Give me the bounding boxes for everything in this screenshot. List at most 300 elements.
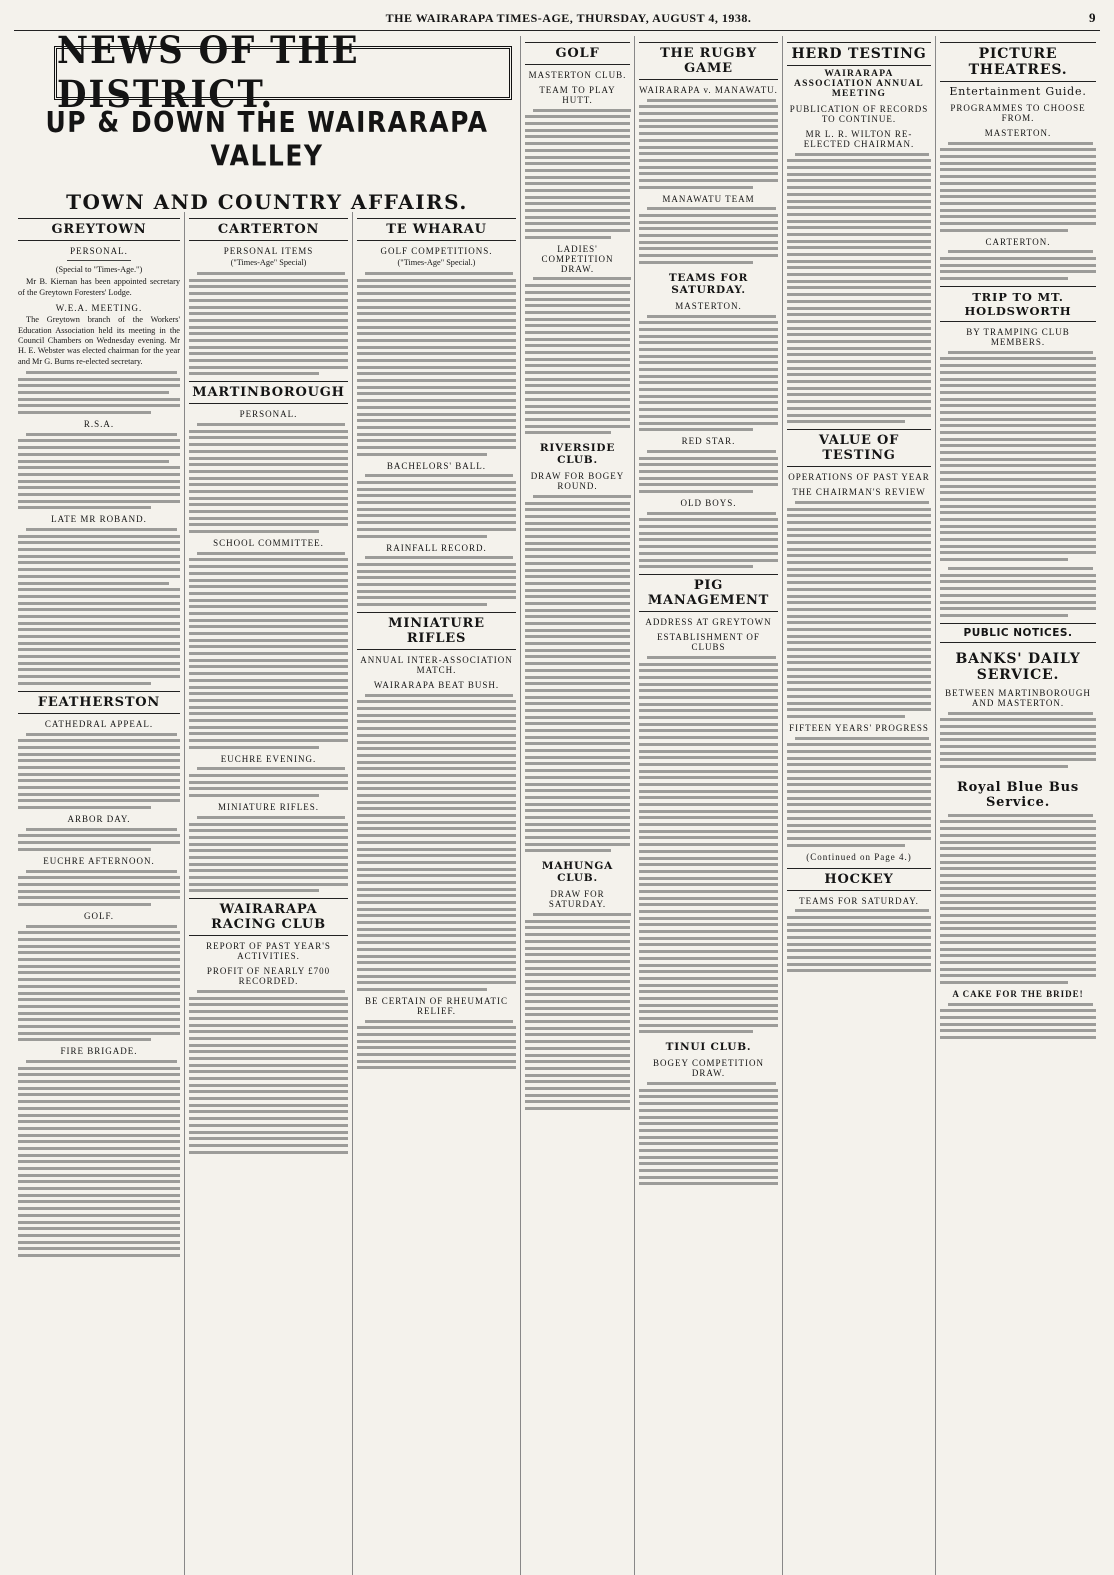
text-line [787, 353, 931, 356]
text-line [357, 535, 487, 538]
text-line [189, 665, 348, 668]
text-line [365, 556, 513, 559]
text-line [357, 332, 516, 335]
text-line [18, 951, 180, 954]
text-line [26, 870, 177, 873]
column-carterton [184, 212, 352, 1575]
text-line [525, 1087, 630, 1090]
text-line [525, 284, 630, 287]
text-line [18, 1093, 180, 1096]
text-line [525, 1080, 630, 1083]
text-line [940, 195, 1096, 198]
text-line [787, 186, 931, 189]
text-line [365, 272, 513, 275]
text-line [189, 490, 348, 493]
text-line [18, 1107, 180, 1110]
text-line [197, 990, 345, 993]
text-line [940, 725, 1096, 728]
text-line [787, 929, 931, 932]
text-line [639, 355, 778, 358]
text-line [525, 1060, 630, 1063]
text-line [525, 515, 630, 518]
text-line [787, 521, 931, 524]
text-line [940, 820, 1096, 823]
text-line [525, 940, 630, 943]
text-line [189, 612, 348, 615]
text-line [525, 405, 630, 408]
text-line [189, 430, 348, 433]
text-line [189, 719, 348, 722]
text-line [787, 943, 931, 946]
text-line [18, 992, 180, 995]
text-line [18, 759, 180, 762]
text-line [189, 579, 348, 582]
text-line [357, 707, 516, 710]
team-to-play-hutt: TEAM TO PLAY HUTT. [539, 85, 616, 105]
text-line [189, 774, 348, 777]
text-line [357, 741, 516, 744]
text-line [940, 182, 1096, 185]
text-line [639, 850, 778, 853]
text-line [525, 629, 630, 632]
rheumatic-relief-heading: BE CERTAIN OF RHEUMATIC RELIEF. [365, 995, 508, 1016]
martinborough-personal: PERSONAL. [239, 409, 298, 420]
text-line [189, 463, 348, 466]
text-line [18, 753, 180, 756]
cake-bride-heading: A CAKE FOR THE BRIDE! [952, 988, 1084, 999]
text-line [940, 954, 1096, 957]
text-line [948, 1003, 1093, 1006]
column-greytown [14, 212, 184, 1575]
text-line [525, 709, 630, 712]
chairmans-review: THE CHAIRMAN'S REVIEW [792, 487, 926, 498]
text-line [525, 729, 630, 732]
text-line [189, 625, 348, 628]
text-line [639, 676, 778, 679]
text-line [787, 708, 931, 711]
town-country-heading: TOWN AND COUNTRY AFFAIRS. [66, 190, 468, 214]
text-line [18, 595, 180, 598]
text-line [639, 247, 778, 250]
text-line [365, 694, 513, 697]
text-line [940, 257, 1096, 260]
text-line [940, 538, 1096, 541]
text-line [189, 1024, 348, 1027]
text-line [525, 202, 630, 205]
text-line [940, 404, 1096, 407]
text-line [18, 1100, 180, 1103]
text-line [357, 488, 516, 491]
text-line [357, 894, 516, 897]
text-line [189, 450, 348, 453]
text-line [940, 732, 1096, 735]
text-line [787, 949, 931, 952]
text-line [795, 501, 929, 504]
text-line [26, 733, 177, 736]
text-line [639, 1010, 778, 1013]
text-line [940, 894, 1096, 897]
text-line [639, 1095, 778, 1098]
text-line [787, 528, 931, 531]
late-roband-heading: LATE MR ROBAND. [51, 514, 147, 525]
text-line [639, 341, 778, 344]
text-line [525, 1074, 630, 1077]
rugby-old-boys: OLD BOYS. [680, 498, 737, 508]
text-line [787, 574, 931, 577]
text-line [18, 535, 180, 538]
text-line [357, 306, 516, 309]
text-line [639, 669, 778, 672]
tinui-club-heading: TINUI CLUB. [665, 1041, 752, 1054]
text-line [18, 460, 169, 463]
text-line [639, 328, 778, 331]
text-line [639, 375, 778, 378]
text-line [787, 770, 931, 773]
text-line [189, 652, 348, 655]
text-line [639, 957, 778, 960]
text-line [189, 285, 348, 288]
text-line [18, 1167, 180, 1170]
text-line [525, 762, 630, 765]
text-line [357, 339, 516, 342]
text-line [940, 418, 1096, 421]
text-line [787, 803, 931, 806]
pictures-masterton: MASTERTON. [984, 128, 1052, 138]
text-line [18, 675, 180, 678]
text-line [189, 436, 348, 439]
text-line [525, 696, 630, 699]
text-line [357, 399, 516, 402]
text-line [189, 359, 348, 362]
text-line [26, 925, 177, 928]
text-line [525, 535, 630, 538]
text-line [795, 909, 929, 912]
text-line [795, 153, 929, 156]
text-line [525, 318, 630, 321]
text-line [940, 758, 1096, 761]
text-line [525, 562, 630, 565]
text-line [639, 1142, 778, 1145]
text-line [26, 433, 177, 436]
te-wharau-heading: TE WHARAU [357, 218, 516, 241]
text-line [639, 559, 778, 562]
text-line [189, 1110, 348, 1113]
text-line [940, 1009, 1096, 1012]
text-line [357, 576, 516, 579]
wairarapa-v-manawatu: WAIRARAPA v. MANAWATU. [639, 85, 778, 95]
text-line [940, 841, 1096, 844]
text-line [357, 453, 487, 456]
text-line [189, 503, 348, 506]
text-line [639, 132, 778, 135]
text-line [639, 1017, 778, 1020]
continued-on-page: (Continued on Page 4.) [806, 851, 912, 862]
text-line [639, 836, 778, 839]
text-line [357, 727, 516, 730]
text-line [533, 495, 631, 498]
text-line [357, 981, 516, 984]
text-line [787, 213, 931, 216]
text-line [639, 518, 778, 521]
text-line [357, 406, 516, 409]
text-line [18, 773, 180, 776]
herd-testing-heading: HERD TESTING [787, 42, 931, 66]
banks-route: BETWEEN MARTINBOROUGH AND MASTERTON. [945, 687, 1091, 708]
text-line [787, 340, 931, 343]
text-line [940, 745, 1096, 748]
text-line [787, 568, 931, 571]
text-line [525, 849, 611, 852]
text-line [525, 1013, 630, 1016]
text-line [787, 561, 931, 564]
text-line [940, 968, 1096, 971]
text-line [525, 1033, 630, 1036]
text-line [940, 941, 1096, 944]
text-line [525, 796, 630, 799]
text-line [787, 260, 931, 263]
text-line [639, 221, 778, 224]
wea-heading: W.E.A. MEETING. [55, 303, 143, 314]
text-line [525, 1047, 630, 1050]
text-line [357, 299, 516, 302]
text-line [639, 984, 778, 987]
text-line [18, 486, 180, 489]
text-line [940, 847, 1096, 850]
text-line [197, 552, 345, 555]
text-line [357, 821, 516, 824]
text-line [525, 967, 630, 970]
text-line [639, 696, 778, 699]
text-line [525, 1054, 630, 1057]
text-line [639, 970, 778, 973]
text-line [525, 522, 630, 525]
text-line [525, 528, 630, 531]
text-line [940, 458, 1096, 461]
teams-saturday-heading: TEAMS FOR SATURDAY. [668, 271, 749, 296]
text-line [18, 404, 180, 407]
text-line [940, 961, 1096, 964]
text-line [787, 824, 931, 827]
masthead-title: THE WAIRARAPA TIMES-AGE, THURSDAY, AUGUST 4, 1938. [385, 11, 752, 25]
text-line [940, 874, 1096, 877]
text-line [525, 162, 630, 165]
text-line [787, 688, 931, 691]
text-line [525, 926, 630, 929]
text-line [639, 943, 778, 946]
text-line [189, 1097, 348, 1100]
text-line [940, 614, 1068, 617]
text-line [18, 411, 151, 414]
text-line [525, 829, 630, 832]
text-line [639, 1156, 778, 1159]
text-line [357, 292, 516, 295]
text-line [189, 457, 348, 460]
text-line [525, 920, 630, 923]
text-line [189, 299, 348, 302]
text-line [647, 450, 776, 453]
text-line [787, 508, 931, 511]
text-line [525, 1107, 630, 1110]
text-line [525, 344, 630, 347]
text-line [18, 473, 180, 476]
text-line [18, 391, 169, 394]
text-line [639, 227, 778, 230]
text-line [639, 483, 778, 486]
text-line [18, 1038, 151, 1041]
text-line [189, 306, 348, 309]
text-line [18, 1073, 180, 1076]
text-line [357, 372, 516, 375]
text-line [940, 438, 1096, 441]
text-line [639, 990, 778, 993]
text-line [189, 279, 348, 282]
text-line [940, 175, 1096, 178]
text-line [18, 1187, 180, 1190]
text-line [18, 1221, 180, 1224]
text-line [940, 854, 1096, 857]
text-line [787, 266, 931, 269]
text-line [639, 1024, 778, 1027]
text-line [647, 315, 776, 318]
text-line [639, 756, 778, 759]
text-line [787, 541, 931, 544]
text-line [525, 425, 630, 428]
text-line [189, 883, 348, 886]
text-line [940, 594, 1096, 597]
text-line [18, 378, 180, 381]
text-line [525, 769, 630, 772]
text-line [357, 481, 516, 484]
text-line [525, 1067, 630, 1070]
text-line [940, 834, 1096, 837]
text-line [18, 398, 180, 401]
text-line [639, 796, 778, 799]
text-line [357, 975, 516, 978]
text-line [18, 1154, 180, 1157]
text-line [525, 115, 630, 118]
text-line [357, 570, 516, 573]
text-line [787, 327, 931, 330]
text-line [525, 189, 630, 192]
text-line [639, 977, 778, 980]
text-line [357, 590, 516, 593]
carterton-heading: CARTERTON [189, 218, 348, 241]
text-line [940, 444, 1096, 447]
text-line [18, 1214, 180, 1217]
text-line [787, 675, 931, 678]
text-line [525, 156, 630, 159]
text-line [525, 823, 630, 826]
text-line [189, 1124, 348, 1127]
greytown-heading: GREYTOWN [18, 218, 180, 241]
text-line [639, 532, 778, 535]
text-line [525, 508, 630, 511]
text-line [189, 1050, 348, 1053]
text-line [940, 558, 1068, 561]
text-line [189, 1070, 348, 1073]
text-line [639, 763, 778, 766]
text-line [189, 483, 348, 486]
hockey-heading: HOCKEY [787, 868, 931, 891]
text-line [525, 642, 630, 645]
text-line [189, 712, 348, 715]
text-line [639, 477, 778, 480]
text-line [639, 166, 778, 169]
text-line [639, 261, 753, 264]
featherston-golf-heading: GOLF. [83, 910, 115, 921]
text-line [525, 1040, 630, 1043]
text-line [18, 1120, 180, 1123]
text-line [18, 1247, 180, 1250]
text-line [795, 737, 929, 740]
text-line [525, 595, 630, 598]
text-line [189, 558, 348, 561]
text-line [787, 628, 931, 631]
text-line [940, 901, 1096, 904]
text-line [357, 948, 516, 951]
text-line [940, 574, 1096, 577]
text-line [357, 874, 516, 877]
text-line [525, 716, 630, 719]
text-line [189, 352, 348, 355]
text-line [189, 1131, 348, 1134]
text-line [26, 528, 177, 531]
text-line [787, 615, 931, 618]
text-line [525, 655, 630, 658]
ladies-draw-heading: LADIES' COMPETITION DRAW. [541, 243, 614, 274]
text-line [525, 378, 630, 381]
text-line [525, 236, 611, 239]
text-line [189, 326, 348, 329]
text-line [189, 726, 348, 729]
text-line [639, 830, 778, 833]
text-line [647, 207, 776, 210]
text-line [189, 1037, 348, 1040]
text-line [357, 888, 516, 891]
text-line [357, 988, 487, 991]
text-line [18, 806, 151, 809]
text-line [357, 861, 516, 864]
text-line [639, 1182, 778, 1185]
text-line [787, 373, 931, 376]
text-line [787, 608, 931, 611]
text-line [18, 493, 180, 496]
text-line [639, 1176, 778, 1179]
text-line [357, 521, 516, 524]
text-line [357, 419, 516, 422]
text-line [787, 963, 931, 966]
text-line [639, 470, 778, 473]
publication-records: PUBLICATION OF RECORDS TO CONTINUE. [789, 104, 929, 124]
text-line [787, 595, 931, 598]
text-line [639, 565, 753, 568]
rugby-masterton: MASTERTON. [675, 300, 742, 311]
rainfall-heading: RAINFALL RECORD. [386, 542, 487, 553]
text-line [189, 1030, 348, 1033]
text-line [357, 528, 516, 531]
text-line [18, 682, 151, 685]
text-line [525, 364, 630, 367]
text-line [357, 494, 516, 497]
bachelors-ball-heading: BACHELORS' BALL. [386, 460, 487, 471]
address-at-greytown: ADDRESS AT GREYTOWN [645, 617, 772, 628]
fire-brigade-heading: FIRE BRIGADE. [60, 1046, 138, 1057]
text-line [189, 889, 319, 892]
text-line [525, 391, 630, 394]
text-line [525, 575, 630, 578]
text-line [357, 379, 516, 382]
text-line [787, 777, 931, 780]
